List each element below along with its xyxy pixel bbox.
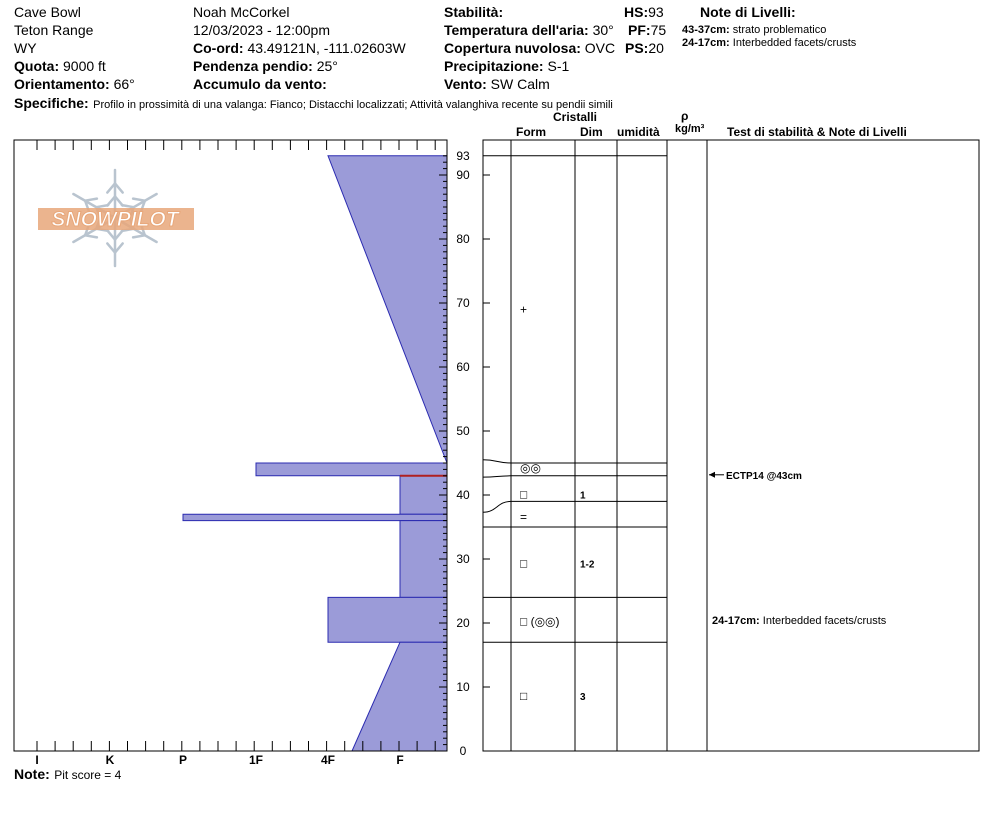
depth-tick-label: 40 <box>456 488 470 502</box>
rho-header: ρ <box>681 109 689 123</box>
hardness-tick-label: I <box>35 753 39 767</box>
elevation: Quota: 9000 ft <box>14 58 106 74</box>
hardness-layer <box>328 156 447 463</box>
depth-tick-label: 10 <box>456 680 470 694</box>
hardness-layer <box>256 463 447 476</box>
snowflake-branch <box>133 199 145 201</box>
wind: Vento: SW Calm <box>444 76 550 92</box>
logo-text: SNOWPILOT <box>51 208 179 231</box>
test-arrow <box>709 472 715 478</box>
hardness-profile <box>183 156 447 751</box>
layer-annotation: 24-17cm: Interbedded facets/crusts <box>712 614 887 627</box>
grain-form-symbol: ◎◎ <box>520 461 541 476</box>
range: Teton Range <box>14 22 94 38</box>
depth-top-label: 93 <box>456 148 470 163</box>
datetime: 12/03/2023 - 12:00pm <box>193 22 330 38</box>
snowpilot-logo <box>38 170 194 266</box>
grain-form-symbol: □ <box>520 487 528 502</box>
sky-cover: Copertura nuvolosa: OVC <box>444 40 616 56</box>
location: Cave Bowl <box>14 4 81 20</box>
table-frame <box>483 140 979 751</box>
grain-form-symbol: □ (◎◎) <box>520 614 560 629</box>
snow-height: HS:93 <box>624 4 664 20</box>
grain-size-label: 3 <box>580 692 586 703</box>
specifics: Specifiche: Profilo in prossimità di una valanga: Fianco; Distacchi localizzati; Attività valanghiva recente su pendii simili <box>14 95 613 111</box>
snowflake-branch <box>133 235 145 237</box>
snowflake-branch <box>96 205 108 207</box>
depth-tick-label: 80 <box>456 232 470 246</box>
wind-loading: Accumulo da vento: <box>193 76 327 92</box>
hardness-tick-label: P <box>178 753 188 767</box>
depth-tick-label: 50 <box>456 424 470 438</box>
hardness-tick-label: K <box>105 753 115 767</box>
depth-axis <box>439 140 490 758</box>
hardness-tick-label: 4F <box>320 753 336 767</box>
hardness-tick-label: 1F <box>248 753 264 767</box>
grain-form-symbol: = <box>520 509 528 524</box>
hardness-tick-label: F <box>396 753 404 767</box>
footer-note: Note: Pit score = 4 <box>14 766 122 782</box>
crystals-header: Cristalli <box>553 110 598 124</box>
ski-penetration: PS:20 <box>625 40 664 56</box>
grain-form-symbol: □ <box>520 556 528 571</box>
aspect: Orientamento: 66° <box>14 76 135 92</box>
grain-size-label: 1-2 <box>580 559 595 571</box>
tests-notes-header: Test di stabilità & Note di Livelli <box>727 125 907 139</box>
slope-angle: Pendenza pendio: 25° <box>193 58 338 74</box>
depth-tick-label: 60 <box>456 360 470 374</box>
depth-tick-label: 90 <box>456 168 470 182</box>
observer: Noah McCorkel <box>193 4 290 20</box>
snowflake-branch <box>85 199 97 201</box>
snowflake-branch <box>85 235 97 237</box>
layer-note: 24-17cm: Interbedded facets/crusts <box>682 37 857 49</box>
layer-notes-title: Note di Livelli: <box>700 4 796 20</box>
foot-penetration: PF:75 <box>628 22 667 38</box>
depth-tick-label: 30 <box>456 552 470 566</box>
hardness-layer <box>352 642 447 751</box>
stability: Stabilità: <box>444 4 504 20</box>
dim-header: Dim <box>580 125 603 139</box>
grain-form-symbol: + <box>520 302 528 317</box>
hardness-layer <box>328 597 447 642</box>
depth-tick-label: 0 <box>459 744 467 758</box>
stability-tests <box>709 471 887 627</box>
depth-tick-label: 20 <box>456 616 470 630</box>
grain-size-label: 1 <box>580 490 586 502</box>
moisture-header: umidità <box>617 125 660 139</box>
coordinates: Co-ord: 43.49121N, -111.02603W <box>193 40 406 56</box>
grain-form-symbol: □ <box>520 689 528 703</box>
precipitation: Precipitazione: S-1 <box>444 58 570 74</box>
density-unit-header: kg/m³ <box>675 123 705 135</box>
stability-test-label: ECTP14 @43cm <box>726 470 802 482</box>
layer-note: 43-37cm: strato problematico <box>682 24 827 36</box>
chart-frames <box>14 140 979 751</box>
hardness-layer <box>183 514 447 520</box>
state: WY <box>14 40 37 56</box>
depth-tick-label: 70 <box>456 296 470 310</box>
air-temperature: Temperatura dell'aria: 30° <box>444 22 614 38</box>
form-header: Form <box>516 125 546 139</box>
snowflake-branch <box>122 205 134 207</box>
